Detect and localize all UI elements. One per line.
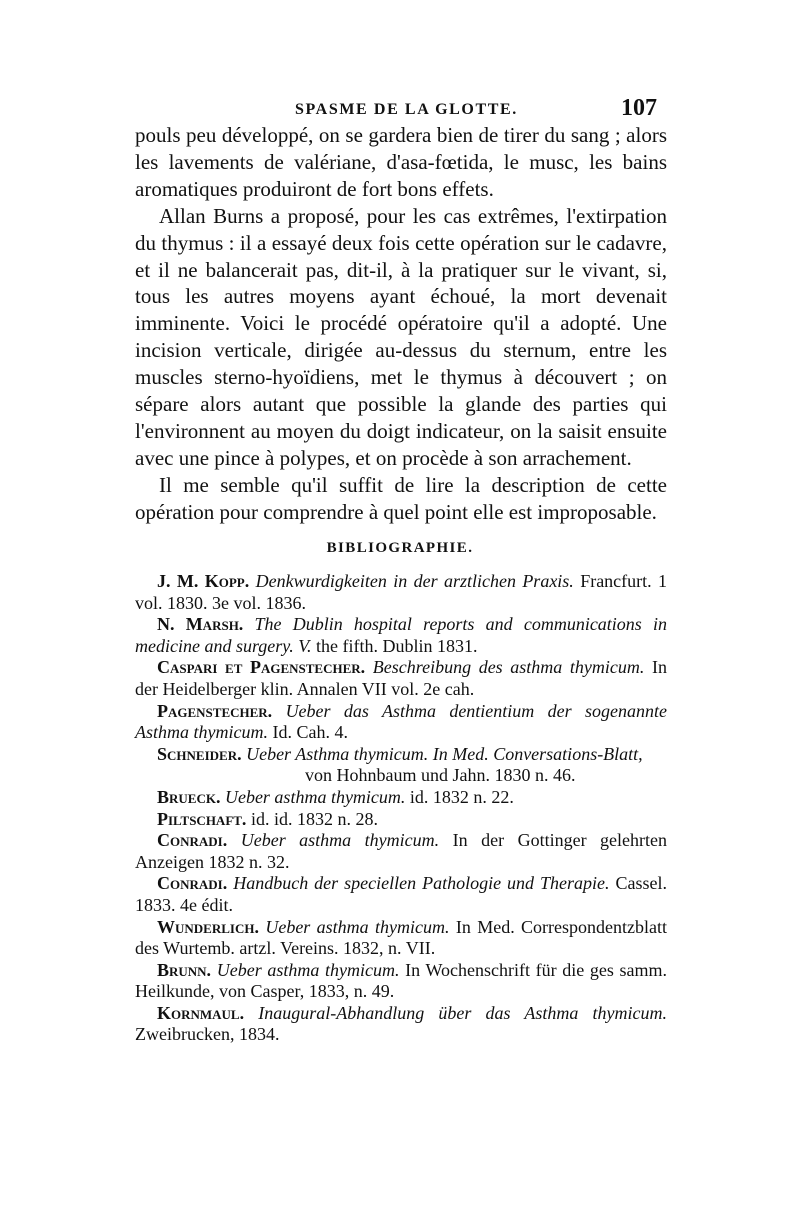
entry-title: Ueber asthma thymicum.	[224, 786, 406, 807]
body-text	[135, 122, 667, 526]
entry-details: In Wochenschrift für die ges samm. Heilkunde, von Casper, 1833, n. 49.	[135, 959, 668, 1002]
entry-author: Schneider.	[157, 743, 242, 764]
entry-author: N. Marsh.	[157, 614, 244, 635]
entry-author: Piltschaft.	[157, 808, 247, 829]
entry-details: id. 1832 n. 22.	[409, 786, 514, 807]
entry-author: Brueck.	[157, 786, 221, 807]
page-number: 107	[621, 95, 657, 121]
bibliography-entry	[135, 701, 667, 744]
entry-author: Pagenstecher.	[157, 700, 273, 721]
entry-title: Ueber das Asthma dentientium der sogenannte Asthma thymicum.	[135, 700, 668, 743]
entry-author: J. M. Kopp.	[157, 571, 250, 591]
entry-title: Inaugural-Abhandlung über das Asthma thymicum.	[258, 1002, 667, 1023]
entry-author: Conradi.	[157, 830, 228, 851]
entry-author: Wunderlich.	[157, 916, 259, 937]
bibliography-entry	[135, 830, 667, 873]
entry-details: Francfurt. 1 vol. 1830. 3e vol. 1836.	[135, 571, 668, 613]
entry-author: Conradi.	[157, 873, 228, 894]
entry-details: Cassel. 1833. 4e édit.	[135, 873, 668, 915]
bibliography-entry	[135, 571, 667, 614]
entry-details: Zweibrucken, 1834.	[135, 1024, 280, 1045]
entry-title: Ueber asthma thymicum.	[265, 916, 450, 937]
bibliography-entry	[135, 787, 667, 809]
paragraph-2: Allan Burns a proposé, pour les cas extrêmes, l'extirpation du thymus : il a essayé deux fois cette opération sur le cadavre, et il ne balancerait pas, dit-il, à la pratiquer sur le vivant, si, tous les autres moyens ayant échoué, la mort devenait imminente. Voici le procédé opératoire qu'il a adopté. Une incision verticale, dirigée au-dessus du sternum, entre les muscles sterno-hyoïdiens, met le thymus à découvert ; on sépare alors autant que possible la glande des parties qui l'environnent au moyen du doigt indicateur, on la saisit ensuite avec une pince à polypes, et on procède à son arrachement.	[135, 203, 667, 470]
bibliography-entry	[135, 873, 667, 916]
entry-details: the fifth. Dublin 1831.	[315, 635, 478, 656]
bibliography-entry	[135, 917, 667, 960]
entry-details: In Med. Correspondentzblatt des Wurtemb. artzl. Vereins. 1832, n. VII.	[135, 916, 668, 959]
bibliography-list	[135, 571, 667, 1046]
entry-details: In der Heidelberger klin. Annalen VII vol. 2e cah.	[135, 657, 667, 699]
bibliography-entry	[135, 657, 667, 700]
paragraph-1: pouls peu développé, on se gardera bien de tirer du sang ; alors les lavements de valériane, d'asa-fœtida, le musc, les bains aromatiques produiront de fort bons effets.	[135, 123, 667, 201]
running-title: SPASME DE LA GLOTTE.	[295, 101, 518, 118]
entry-title: Ueber asthma thymicum.	[240, 830, 440, 851]
paragraph-3: Il me semble qu'il suffit de lire la description de cette opération pour comprendre à quel point elle est improposable.	[135, 472, 667, 524]
entry-author: Caspari et Pagenstecher.	[157, 657, 366, 678]
entry-details: In der Gottinger gelehrten Anzeigen 1832 n. 32.	[135, 830, 668, 872]
entry-details: von Hohnbaum und Jahn. 1830 n. 46.	[305, 765, 576, 786]
entry-title: Denkwurdigkeiten in der arztlichen Praxis.	[255, 571, 574, 591]
entry-title: The Dublin hospital reports and communications in medicine and surgery. V.	[135, 614, 668, 656]
entry-author: Brunn.	[157, 959, 212, 980]
bibliography-entry	[135, 1003, 667, 1046]
bibliography-entry	[135, 744, 667, 787]
entry-title: Beschreibung des asthma thymicum.	[372, 657, 645, 678]
bibliography-heading: BIBLIOGRAPHIE.	[326, 540, 474, 556]
bibliography-entry	[135, 809, 667, 831]
entry-details: id. id. 1832 n. 28.	[250, 808, 378, 829]
entry-title: Handbuch der speciellen Pathologie und Therapie.	[233, 873, 610, 894]
bibliography-entry	[135, 960, 667, 1003]
entry-details: Id. Cah. 4.	[272, 722, 348, 743]
entry-title: Ueber asthma thymicum.	[216, 959, 400, 980]
page-header	[135, 95, 665, 125]
bibliography-entry	[135, 614, 667, 657]
entry-author: Kornmaul.	[157, 1002, 245, 1023]
entry-title: Ueber Asthma thymicum. In Med. Conversations-Blatt,	[246, 743, 643, 764]
